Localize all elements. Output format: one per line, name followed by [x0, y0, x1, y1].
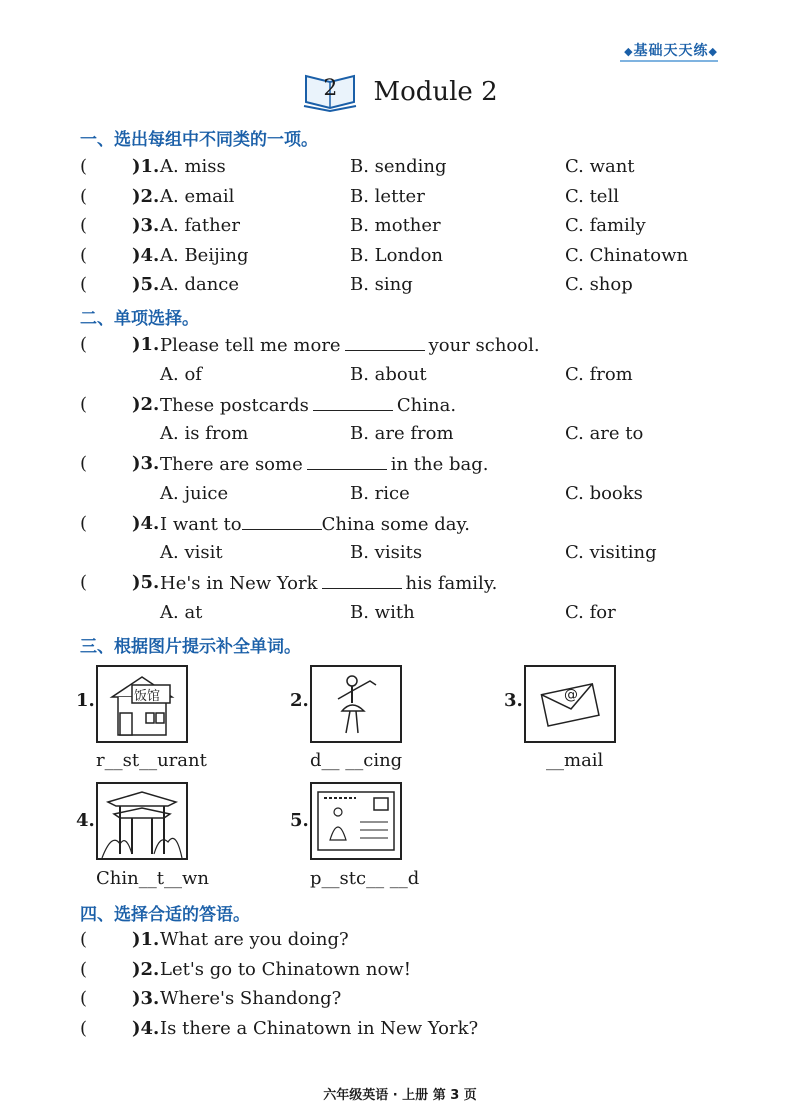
list-item: [80, 392, 740, 418]
option-b: B. sending: [350, 156, 447, 177]
page-footer: 六年级英语 · 上册 第 3 页: [323, 1088, 477, 1103]
word-blank[interactable]: d__ __cing: [310, 750, 403, 771]
answer-bracket[interactable]: (: [80, 453, 88, 474]
option-c: C. family: [565, 215, 646, 236]
option-c: C. want: [565, 156, 635, 177]
option-c: C. from: [565, 364, 633, 385]
option-c: C. visiting: [565, 542, 657, 563]
stem-before: Please tell me more: [160, 335, 341, 356]
option-b: B. letter: [350, 186, 425, 207]
fill-blank[interactable]: [322, 570, 402, 589]
chinatown-picture: [96, 782, 188, 860]
badge-label: 基础天天练: [633, 43, 709, 59]
option-a: A. dance: [160, 274, 240, 295]
stem-after: China.: [396, 395, 457, 416]
stem-before: There are some: [160, 454, 303, 475]
option-c: C. books: [565, 483, 643, 504]
word-blank[interactable]: Chin__t__wn: [96, 868, 209, 889]
question-stem: [160, 332, 540, 359]
answer-bracket[interactable]: (: [80, 988, 88, 1009]
picture-number: 1.: [76, 690, 95, 711]
answer-bracket[interactable]: (: [80, 156, 88, 177]
question-text: What are you doing?: [160, 929, 349, 950]
option-c: C. for: [565, 602, 616, 623]
option-a: A. at: [160, 602, 203, 623]
option-b: B. mother: [350, 215, 441, 236]
option-b: B. about: [350, 364, 427, 385]
stem-after: China some day.: [321, 514, 471, 535]
question-number: )4.: [132, 1018, 160, 1039]
stem-before: I want to: [160, 514, 242, 535]
option-b: B. visits: [350, 542, 423, 563]
question-number: )5.: [132, 274, 160, 295]
list-item: [80, 600, 740, 626]
answer-bracket[interactable]: (: [80, 394, 88, 415]
list-item: [80, 272, 740, 298]
question-stem: [160, 392, 456, 419]
picture-number: 2.: [290, 690, 309, 711]
answer-bracket[interactable]: (: [80, 1018, 88, 1039]
question-number: )1.: [132, 929, 160, 950]
list-item: [80, 540, 740, 566]
list-item: [80, 421, 740, 447]
restaurant-sign: 饭馆: [134, 689, 161, 704]
module-title: Module 2: [373, 77, 498, 107]
question-number: )2.: [132, 186, 160, 207]
option-a: A. miss: [160, 156, 226, 177]
stem-before: These postcards: [160, 395, 309, 416]
list-item: [80, 243, 740, 269]
stem-after: your school.: [428, 335, 540, 356]
module-number: 2: [323, 76, 338, 101]
list-item: [80, 332, 740, 358]
list-item: [80, 154, 740, 180]
module-heading: [0, 72, 800, 112]
list-item: [80, 927, 740, 953]
question-number: )3.: [132, 215, 160, 236]
option-a: A. juice: [160, 483, 229, 504]
question-number: )4.: [132, 513, 160, 534]
answer-bracket[interactable]: (: [80, 334, 88, 355]
option-b: B. rice: [350, 483, 410, 504]
option-a: A. is from: [160, 423, 249, 444]
question-number: )1.: [132, 156, 160, 177]
picture-number: 4.: [76, 810, 95, 831]
answer-bracket[interactable]: (: [80, 274, 88, 295]
picture-number: 3.: [504, 690, 523, 711]
at-sign-icon: @: [564, 687, 578, 703]
answer-bracket[interactable]: (: [80, 186, 88, 207]
list-item: [80, 362, 740, 388]
option-c: C. Chinatown: [565, 245, 689, 266]
list-item: [80, 184, 740, 210]
stem-after: his family.: [405, 573, 498, 594]
option-b: B. with: [350, 602, 415, 623]
question-text: Is there a Chinatown in New York?: [160, 1018, 479, 1039]
question-text: Let's go to Chinatown now!: [160, 959, 411, 980]
fill-blank[interactable]: [313, 392, 393, 411]
answer-bracket[interactable]: (: [80, 245, 88, 266]
stem-before: He's in New York: [160, 573, 318, 594]
word-blank[interactable]: p__stc__ __d: [310, 868, 420, 889]
question-stem: [160, 570, 497, 597]
header-badge: [624, 40, 718, 60]
list-item: [80, 957, 740, 983]
answer-bracket[interactable]: (: [80, 572, 88, 593]
postcard-picture: [310, 782, 402, 860]
question-number: )2.: [132, 959, 160, 980]
option-a: A. father: [160, 215, 240, 236]
section2-title: 二、单项选择。: [80, 309, 199, 329]
option-a: A. visit: [160, 542, 223, 563]
list-item: [80, 1016, 740, 1042]
option-b: B. London: [350, 245, 444, 266]
list-item: [80, 213, 740, 239]
option-c: C. are to: [565, 423, 644, 444]
option-a: A. email: [160, 186, 235, 207]
question-number: )1.: [132, 334, 160, 355]
question-text: Where's Shandong?: [160, 988, 342, 1009]
option-b: B. are from: [350, 423, 454, 444]
answer-bracket[interactable]: (: [80, 513, 88, 534]
question-stem: [160, 511, 470, 538]
option-a: A. Beijing: [160, 245, 249, 266]
stem-after: in the bag.: [390, 454, 489, 475]
list-item: [80, 481, 740, 507]
restaurant-picture: [96, 665, 188, 743]
email-picture: [524, 665, 616, 743]
option-c: C. tell: [565, 186, 619, 207]
option-b: B. sing: [350, 274, 413, 295]
question-number: )5.: [132, 572, 160, 593]
picture-number: 5.: [290, 810, 309, 831]
diamond-left-icon: ◆: [624, 45, 634, 58]
option-a: A. of: [160, 364, 202, 385]
section4-title: 四、选择合适的答语。: [80, 905, 250, 925]
open-book-icon: [302, 72, 358, 112]
option-c: C. shop: [565, 274, 633, 295]
list-item: [80, 570, 740, 596]
diamond-right-icon: ◆: [708, 45, 718, 58]
section3-title: 三、根据图片提示补全单词。: [80, 637, 301, 657]
word-blank[interactable]: r__st__urant: [96, 750, 207, 771]
list-item: [80, 451, 740, 477]
section1-title: 一、选出每组中不同类的一项。: [80, 130, 318, 150]
answer-bracket[interactable]: (: [80, 959, 88, 980]
answer-bracket[interactable]: (: [80, 929, 88, 950]
question-number: )4.: [132, 245, 160, 266]
list-item: [80, 511, 740, 537]
badge-underline: [620, 60, 718, 62]
fill-blank[interactable]: [345, 332, 425, 351]
dancing-picture: [310, 665, 402, 743]
question-number: )3.: [132, 453, 160, 474]
word-blank[interactable]: __mail: [546, 750, 604, 771]
fill-blank[interactable]: [307, 451, 387, 470]
answer-bracket[interactable]: (: [80, 215, 88, 236]
question-number: )3.: [132, 988, 160, 1009]
list-item: [80, 986, 740, 1012]
fill-blank[interactable]: [242, 511, 322, 530]
question-number: )2.: [132, 394, 160, 415]
question-stem: [160, 451, 489, 478]
